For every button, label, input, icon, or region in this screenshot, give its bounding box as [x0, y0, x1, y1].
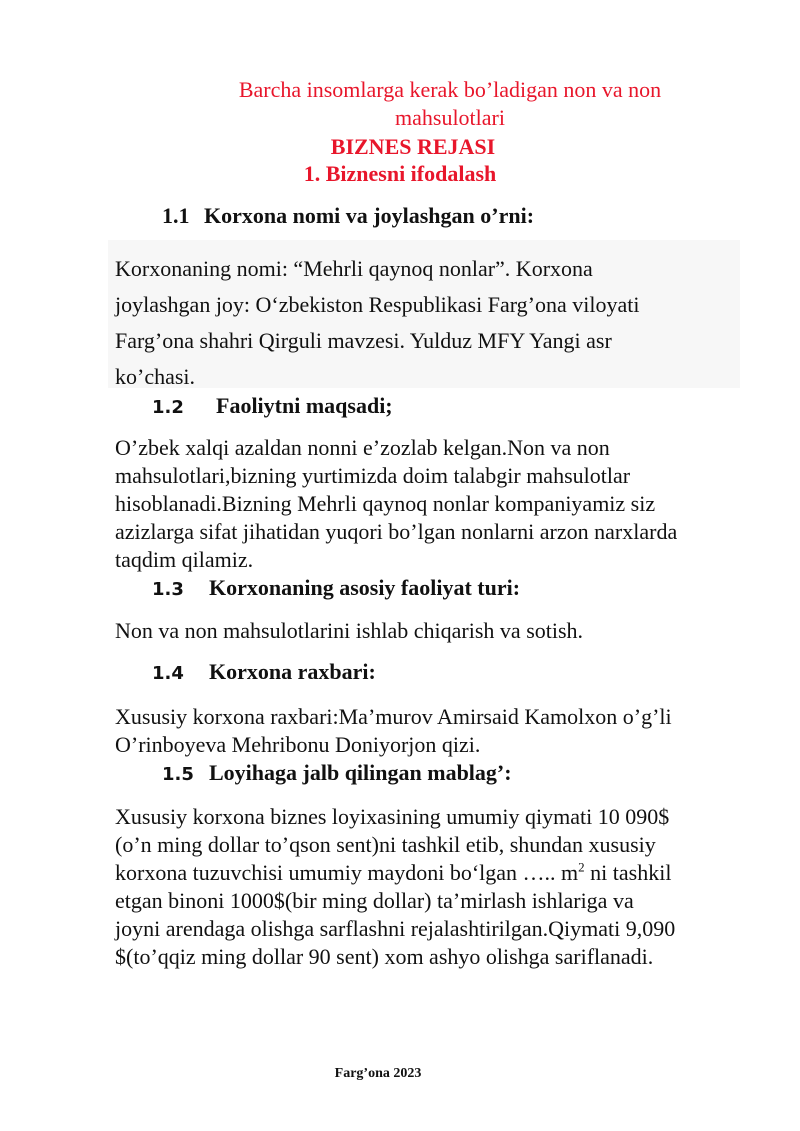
- section-heading-text: Korxona raxbari:: [209, 659, 376, 684]
- title-line-1: Barcha insomlarga kerak bo’ladigan non va non: [238, 77, 662, 102]
- section-1-4-paragraph: [115, 703, 745, 759]
- paragraph-line: azizlarga sifat jihatidan yuqori bo’lgan nonlarni arzon narxlarda: [115, 519, 678, 544]
- paragraph-line: O’zbek xalqi azaldan nonni e’zozlab kelgan.Non va non: [115, 435, 610, 460]
- section-1-5-heading: [162, 759, 512, 789]
- paragraph-line: O’rinboyeva Mehribonu Doniyorjon qizi.: [115, 732, 481, 757]
- paragraph-line: (o’n ming dollar to’qson sent)ni tashkil etib, shundan xususiy: [115, 832, 656, 857]
- footer-place-year: Farg’ona 2023: [334, 1066, 422, 1081]
- section-1-4-heading: [152, 658, 376, 688]
- paragraph-line: Non va non mahsulotlarini ishlab chiqarish va sotish.: [115, 618, 584, 643]
- section-number: 1.1: [162, 203, 190, 228]
- plan-title: BIZNES REJASI: [330, 134, 496, 159]
- paragraph-line: hisoblanadi.Bizning Mehrli qaynoq nonlar kompaniyamiz siz: [115, 491, 656, 516]
- paragraph-line-text: korxona tuzuvchisi umumiy maydoni bo‘lgan ….. m: [115, 860, 579, 885]
- title-line-2: mahsulotlari: [395, 105, 505, 130]
- paragraph-line: [115, 859, 745, 887]
- paragraph-line: mahsulotlari,bizning yurtimizda doim talabgir mahsulotlar: [115, 463, 631, 488]
- section-1-1-heading: [162, 202, 534, 230]
- section-number: 1.2: [152, 397, 184, 418]
- section-1-1-paragraph: [115, 251, 745, 395]
- section-heading-text: Korxonaning asosiy faoliyat turi:: [209, 575, 521, 600]
- paragraph-line: etgan binoni 1000$(bir ming dollar) ta’mirlash ishlariga va: [115, 888, 634, 913]
- section-1-3-heading: [152, 574, 520, 604]
- section-number: 1.4: [152, 663, 184, 684]
- section-1-2-paragraph: [115, 434, 745, 574]
- paragraph-line: Korxonaning nomi: “Mehrli qaynoq nonlar”. Korxona: [115, 256, 593, 281]
- paragraph-line: ko’chasi.: [115, 364, 196, 389]
- paragraph-line-tail: ni tashkil: [584, 860, 672, 885]
- section-heading-text: Loyihaga jalb qilingan mablag’:: [209, 760, 512, 785]
- paragraph-line: Xususiy korxona biznes loyixasining umumiy qiymati 10 090$: [115, 804, 670, 829]
- section-1-3-paragraph: [115, 617, 745, 645]
- section-number: 1.5: [162, 764, 194, 785]
- section-1-5-paragraph: [115, 803, 745, 971]
- document-title: [170, 76, 730, 132]
- section-1-2-heading: [152, 392, 393, 422]
- paragraph-line: Xususiy korxona raxbari:Ma’murov Amirsaid Kamolxon o’g’li: [115, 704, 672, 729]
- paragraph-line: joyni arendaga olishga sarflashni rejalashtirilgan.Qiymati 9,090: [115, 916, 676, 941]
- section-title: 1. Biznesni ifodalash: [303, 161, 497, 186]
- section-number: 1.3: [152, 579, 184, 600]
- paragraph-line: joylashgan joy: O‘zbekiston Respublikasi Farg’ona viloyati: [115, 292, 640, 317]
- paragraph-line: Farg’ona shahri Qirguli mavzesi. Yulduz MFY Yangi asr: [115, 328, 612, 353]
- paragraph-line: taqdim qilamiz.: [115, 547, 254, 572]
- superscript: 2: [578, 859, 585, 875]
- paragraph-line: $(to’qqiz ming dollar 90 sent) xom ashyo olishga sariflanadi.: [115, 944, 654, 969]
- section-heading-text: Faoliytni maqsadi;: [216, 393, 393, 418]
- section-heading-text: Korxona nomi va joylashgan o’rni:: [204, 203, 535, 228]
